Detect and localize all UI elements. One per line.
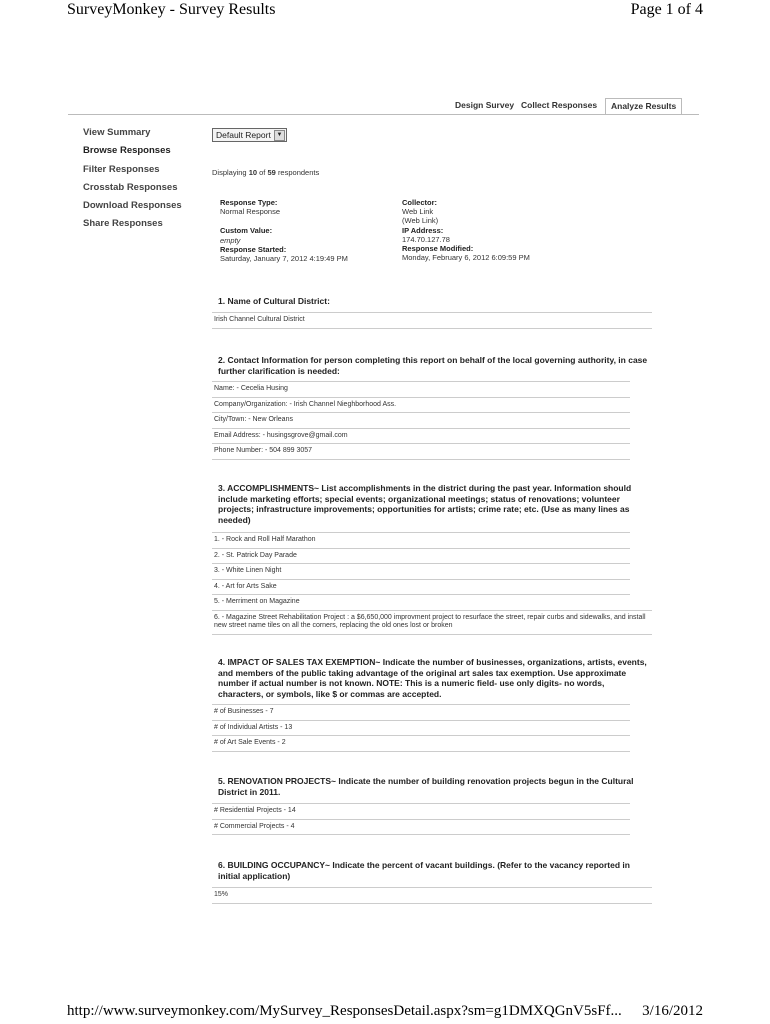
tab-analyze-results[interactable]: Analyze Results bbox=[605, 98, 682, 114]
answer-row: 2. - St. Patrick Day Parade bbox=[212, 548, 630, 564]
answer-row: 15% bbox=[212, 887, 652, 904]
question-1 bbox=[212, 296, 652, 323]
sidebar-item-share-responses[interactable]: Share Responses bbox=[83, 218, 163, 230]
question-5 bbox=[212, 776, 652, 830]
answer-row: 1. - Rock and Roll Half Marathon bbox=[212, 532, 630, 548]
ip-address-label: IP Address: bbox=[402, 225, 444, 235]
displaying-text: Displaying 10 of 59 respondents bbox=[212, 168, 320, 177]
question-3 bbox=[212, 483, 652, 629]
sidebar-item-filter-responses[interactable]: Filter Responses bbox=[83, 163, 160, 175]
answer-row: City/Town: - New Orleans bbox=[212, 412, 630, 428]
page-number: Page 1 of 4 bbox=[630, 1, 703, 18]
response-started-label: Response Started: bbox=[220, 244, 287, 254]
response-type-value: Normal Response bbox=[220, 207, 281, 217]
displaying-total: 59 bbox=[267, 168, 276, 177]
collector-sub-value: (Web Link) bbox=[402, 216, 439, 226]
response-started-value: Saturday, January 7, 2012 4:19:49 PM bbox=[220, 254, 348, 264]
answer-list bbox=[212, 532, 652, 635]
question-title: 2. Contact Information for person completing this report on behalf of the local governing authority, in case further clarification is needed: bbox=[218, 355, 648, 376]
answer-list bbox=[212, 381, 630, 460]
answer-row: Name: - Cecelia Husing bbox=[212, 381, 630, 397]
response-modified-label: Response Modified: bbox=[402, 244, 474, 254]
report-select[interactable] bbox=[212, 128, 287, 142]
custom-value-label: Custom Value: bbox=[220, 226, 273, 236]
custom-value-value: empty bbox=[220, 235, 241, 245]
answer-row: 5. - Merriment on Magazine bbox=[212, 594, 630, 610]
sidebar bbox=[83, 127, 203, 237]
collector-label: Collector: bbox=[402, 198, 438, 207]
sidebar-item-browse-responses[interactable]: Browse Responses bbox=[83, 145, 171, 157]
question-6 bbox=[212, 860, 652, 898]
print-date: 3/16/2012 bbox=[642, 1003, 703, 1019]
answer-row: 4. - Art for Arts Sake bbox=[212, 579, 630, 595]
answer-row: Phone Number: - 504 899 3057 bbox=[212, 443, 630, 460]
question-title: 6. BUILDING OCCUPANCY~ Indicate the percent of vacant buildings. (Refer to the vacancy reported in initial application) bbox=[218, 860, 630, 881]
question-title: 3. ACCOMPLISHMENTS~ List accomplishments in the district during the past year. Information should include marketing efforts; special events; organizational meetings; status of renovations; volunteer projects; infrastructure improvements; opportunities for artists; crime rate; etc. (Use as many lines as needed) bbox=[218, 483, 632, 525]
report-select-value: Default Report bbox=[216, 130, 271, 140]
answer-row: # Residential Projects - 14 bbox=[212, 803, 630, 819]
question-title: 1. Name of Cultural District: bbox=[218, 296, 330, 306]
answer-row: 3. - White Linen Night bbox=[212, 563, 630, 579]
answer-row: Company/Organization: - Irish Channel Nieghborhood Ass. bbox=[212, 397, 630, 413]
answer-row: Email Address: - husingsgrove@gmail.com bbox=[212, 428, 630, 444]
question-title: 5. RENOVATION PROJECTS~ Indicate the number of building renovation projects begun in the Cultural District in 2011. bbox=[218, 776, 634, 797]
sidebar-item-view-summary[interactable]: View Summary bbox=[83, 127, 151, 138]
tab-divider bbox=[68, 114, 699, 115]
tab-design-survey[interactable]: Design Survey bbox=[455, 100, 515, 110]
chevron-down-icon: ▼ bbox=[274, 130, 285, 141]
answer-row: Irish Channel Cultural District bbox=[212, 312, 652, 329]
displaying-count: 10 bbox=[248, 168, 258, 177]
page-url: http://www.surveymonkey.com/MySurvey_ResponsesDetail.aspx?sm=g1DMXQGnV5sFf... bbox=[67, 1003, 622, 1019]
answer-list bbox=[212, 704, 630, 752]
tab-collect-responses[interactable]: Collect Responses bbox=[521, 100, 598, 110]
sidebar-item-download-responses[interactable]: Download Responses bbox=[83, 200, 182, 212]
answer-list bbox=[212, 887, 652, 904]
question-2 bbox=[212, 355, 652, 454]
question-4 bbox=[212, 657, 652, 746]
question-title: 4. IMPACT OF SALES TAX EXEMPTION~ Indicate the number of businesses, organizations, artists, events, and members of the public taking advantage of the original art sales tax exemption. Use approximate number if actual number is not known. NOTE: This is a numeric field- use only digits- no words, characters, or symbols, like $ or commas are accepted. bbox=[218, 657, 647, 699]
ip-address-value: 174.70.127.78 bbox=[402, 234, 450, 244]
response-type-label: Response Type: bbox=[220, 198, 278, 207]
print-footer bbox=[0, 1003, 770, 1023]
answer-row: # Commercial Projects - 4 bbox=[212, 819, 630, 836]
answer-list bbox=[212, 312, 652, 329]
top-tabs bbox=[450, 98, 690, 114]
collector-value: Web Link bbox=[402, 207, 434, 217]
answer-row: # of Art Sale Events - 2 bbox=[212, 735, 630, 752]
response-modified-value: Monday, February 6, 2012 6:09:59 PM bbox=[402, 253, 530, 263]
print-header bbox=[0, 0, 770, 24]
print-title: SurveyMonkey - Survey Results bbox=[67, 1, 276, 18]
answer-row: # of Individual Artists - 13 bbox=[212, 720, 630, 736]
answer-list bbox=[212, 803, 630, 835]
answer-row: 6. - Magazine Street Rehabilitation Project : a $6,650,000 improvment project to resurface the street, repair curbs and sidewalks, and install new street name tiles on all the corners, replacing the old ones lost or broken bbox=[212, 610, 652, 635]
sidebar-item-crosstab-responses[interactable]: Crosstab Responses bbox=[83, 181, 178, 193]
answer-row: # of Businesses - 7 bbox=[212, 704, 630, 720]
